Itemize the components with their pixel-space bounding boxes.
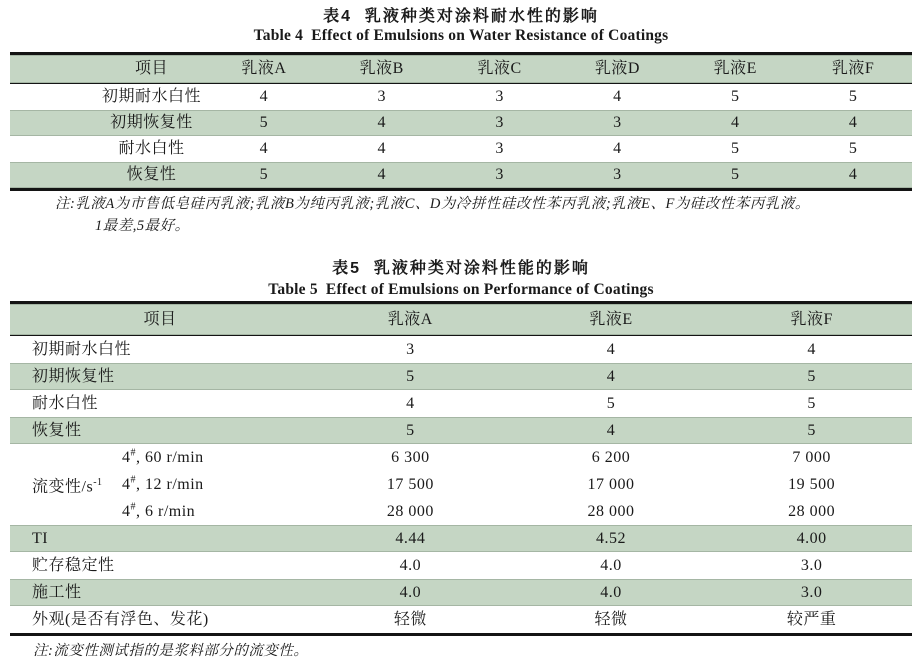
data-cell: 5	[406, 421, 415, 439]
data-cell: 7 000	[792, 448, 831, 466]
column-header: 乳液E	[589, 310, 633, 328]
data-cell: 4	[606, 340, 616, 358]
data-cell: 17 000	[587, 475, 635, 493]
data-cell: 5	[807, 394, 816, 412]
column-header: 乳液C	[477, 60, 522, 77]
data-cell: 3	[495, 166, 504, 183]
data-cell: 5	[848, 140, 858, 157]
data-cell: 轻微	[393, 610, 427, 628]
data-cell: 较严重	[786, 610, 837, 628]
table4-note	[55, 193, 915, 237]
table-row	[10, 110, 912, 136]
data-cell: 4	[406, 394, 415, 412]
data-cell: 4	[730, 114, 740, 131]
row-label: 耐水白性	[32, 394, 99, 412]
data-cell: 4.44	[395, 529, 426, 547]
data-cell: 6 300	[391, 448, 430, 466]
rheology-block	[10, 444, 912, 525]
column-header: 乳液B	[359, 60, 404, 77]
data-cell: 3.0	[800, 556, 823, 574]
table-row	[10, 417, 912, 444]
data-cell: 5	[730, 88, 740, 105]
data-cell: 5	[259, 166, 269, 183]
table4-note-line-2: 1最差,5最好。	[95, 218, 190, 234]
data-cell: 3	[613, 166, 622, 183]
table-row	[10, 390, 912, 417]
data-cell: 19 500	[788, 475, 836, 493]
rheology-group-superscript: -1	[93, 476, 103, 488]
rheology-sub-label: 4#, 60 r/min	[122, 447, 204, 466]
table5	[10, 301, 912, 636]
table5-caption-zh: 表5 乳液种类对涂料性能的影响	[332, 260, 590, 277]
row-label: 初期耐水白性	[101, 88, 201, 105]
data-cell: 3	[495, 88, 504, 105]
data-cell: 4	[377, 140, 386, 157]
data-cell: 4	[848, 166, 858, 183]
data-cell: 4.52	[595, 529, 626, 547]
row-label: TI	[32, 529, 49, 547]
row-label: 贮存稳定性	[32, 556, 115, 574]
data-cell: 4	[606, 367, 616, 385]
table5-header-row	[10, 304, 912, 336]
column-header: 乳液F	[831, 60, 875, 77]
data-cell: 4	[377, 166, 386, 183]
column-header: 乳液E	[713, 60, 757, 77]
data-cell: 4	[613, 88, 622, 105]
data-cell: 4.0	[399, 556, 422, 574]
rheology-sub-label: 4#, 12 r/min	[122, 474, 204, 493]
data-cell: 4	[259, 140, 269, 157]
table4-header-row	[10, 55, 912, 84]
data-cell: 4	[807, 340, 816, 358]
table-row	[10, 444, 912, 471]
data-cell: 3	[377, 88, 386, 105]
column-header: 项目	[134, 60, 168, 77]
data-cell: 4.0	[399, 583, 422, 601]
table-row	[10, 525, 912, 552]
data-cell: 4	[613, 140, 622, 157]
column-header: 项目	[143, 310, 177, 328]
table-row	[10, 471, 912, 498]
data-cell: 6 200	[591, 448, 631, 466]
table5-note: 注:流变性测试指的是浆料部分的流变性。	[33, 643, 309, 659]
data-cell: 28 000	[587, 502, 635, 520]
data-cell: 轻微	[594, 610, 628, 628]
rheology-group-label	[32, 473, 103, 496]
data-cell: 17 500	[386, 475, 434, 493]
column-header: 乳液A	[387, 310, 433, 328]
data-cell: 3	[495, 114, 504, 131]
data-cell: 3.0	[800, 583, 823, 601]
row-label: 施工性	[32, 583, 82, 601]
data-cell: 5	[848, 88, 858, 105]
data-cell: 28 000	[788, 502, 836, 520]
column-header: 乳液A	[241, 60, 287, 77]
rheology-sub-label: 4#, 6 r/min	[122, 501, 196, 520]
data-cell: 4	[377, 114, 386, 131]
row-label: 恢复性	[32, 421, 82, 439]
data-cell: 4	[848, 114, 858, 131]
row-label: 耐水白性	[118, 140, 185, 157]
data-cell: 5	[807, 367, 816, 385]
data-cell: 4.00	[796, 529, 827, 547]
table-row	[10, 336, 912, 363]
data-cell: 5	[406, 367, 415, 385]
data-cell: 28 000	[386, 502, 434, 520]
table5-caption-en: Table 5 Effect of Emulsions on Performance of Coatings	[268, 281, 654, 298]
data-cell: 4.0	[600, 583, 622, 601]
table4-caption-en: Table 4 Effect of Emulsions on Water Resistance of Coatings	[253, 27, 669, 44]
data-cell: 5	[730, 140, 740, 157]
data-cell: 4	[259, 88, 269, 105]
column-header: 乳液D	[594, 60, 640, 77]
data-cell: 3	[495, 140, 504, 157]
row-label: 初期恢复性	[110, 114, 193, 131]
data-cell: 4.0	[600, 556, 622, 574]
table-row	[10, 606, 912, 633]
table-row	[10, 579, 912, 606]
column-header: 乳液F	[790, 310, 833, 328]
data-cell: 5	[606, 394, 616, 412]
table4-caption-zh: 表4 乳液种类对涂料耐水性的影响	[323, 8, 599, 25]
data-cell: 5	[730, 166, 740, 183]
data-cell: 3	[406, 340, 415, 358]
table-row	[10, 498, 912, 525]
table-row	[10, 84, 912, 110]
data-cell: 5	[807, 421, 816, 439]
row-label: 恢复性	[126, 166, 177, 183]
data-cell: 5	[259, 114, 269, 131]
table-row	[10, 363, 912, 390]
row-label: 外观(是否有浮色、发花)	[32, 610, 209, 628]
table-row	[10, 136, 912, 162]
row-label: 初期耐水白性	[32, 340, 132, 358]
table-row	[10, 162, 912, 188]
data-cell: 4	[606, 421, 616, 439]
table-row	[10, 552, 912, 579]
rheology-group-text: 流变性/s	[32, 478, 94, 495]
row-label: 初期恢复性	[32, 367, 115, 385]
table4-note-line-1: 注:乳液A为市售低皂硅丙乳液;乳液B为纯丙乳液;乳液C、D为冷拼性硅改性苯丙乳液;乳液E、F为硅改性苯丙乳液。	[55, 196, 810, 212]
table4	[10, 52, 912, 191]
data-cell: 3	[613, 114, 622, 131]
